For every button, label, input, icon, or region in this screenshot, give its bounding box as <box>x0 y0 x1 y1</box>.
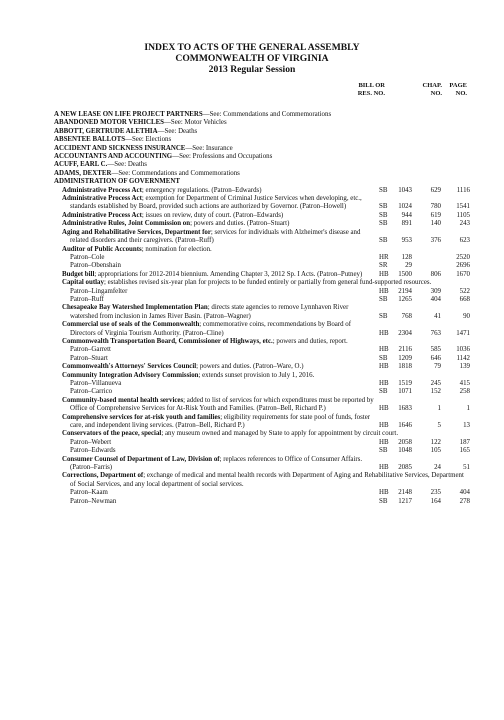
page-number: 139 <box>459 363 470 371</box>
bill-number: 1265 <box>398 295 412 303</box>
entry-description: ; powers and duties. (Patron–Ware, O.) <box>196 363 304 371</box>
heading-term: ACUFF, EARL C. <box>54 161 108 169</box>
entry-text <box>62 372 470 380</box>
chamber: HB <box>379 438 389 446</box>
column-header-bill: BILL OR RES. NO. <box>357 82 385 97</box>
patron-line <box>54 388 470 396</box>
chapter-number: 122 <box>430 438 441 446</box>
chapter-number: 763 <box>430 329 441 337</box>
index-entry <box>54 338 470 346</box>
heading-reference: —See: Deaths <box>107 161 147 169</box>
entry-description: ; powers and duties, report. <box>272 337 348 345</box>
page-number: 258 <box>459 388 470 396</box>
entry-text <box>62 430 470 438</box>
entry-subject: Comprehensive services for at-risk youth and families <box>62 413 221 421</box>
entry-text <box>70 489 377 497</box>
page-number: 2696 <box>456 262 470 270</box>
heading-reference: —See: Deaths <box>157 127 198 135</box>
entry-text <box>62 304 377 321</box>
page-number: 278 <box>459 497 470 505</box>
entry-description: ; eligibility requirements for state pool of funds, foster care, and independent living services. (Patron–Bell, Richard P.) <box>70 413 371 430</box>
bill-number: 2058 <box>398 438 412 446</box>
index-heading <box>54 153 470 161</box>
entry-numbers <box>377 464 470 472</box>
entry-text <box>70 388 377 396</box>
entry-text <box>62 229 377 246</box>
index-heading <box>54 161 470 169</box>
index-entry <box>54 397 470 414</box>
index-entry <box>54 187 470 195</box>
chamber: HB <box>379 270 389 278</box>
index-entry <box>54 246 470 254</box>
patron-line <box>54 296 470 304</box>
entry-subject: Administrative Rules, Joint Commission on <box>62 220 191 228</box>
entry-numbers <box>377 212 470 220</box>
chamber: HB <box>379 489 389 497</box>
heading-reference: —See: Commendations and Commemorations <box>111 169 240 177</box>
index-heading <box>54 136 470 144</box>
entry-text <box>62 187 377 195</box>
chapter-number: 245 <box>430 380 441 387</box>
page-number: 1105 <box>456 211 470 219</box>
entry-numbers <box>377 288 470 296</box>
entry-description: Patron–Newman <box>70 497 117 505</box>
entry-text <box>70 346 377 354</box>
bill-number: 29 <box>405 262 412 270</box>
entry-description: ; replaces references to Office of Consumer Affairs. (Patron–Farris) <box>70 455 363 472</box>
entry-description: Patron–Kaam <box>70 489 108 497</box>
entry-subject: Budget bill <box>62 270 95 278</box>
index-entry <box>54 220 470 228</box>
page-number: 1670 <box>456 270 470 278</box>
index-heading <box>54 145 470 153</box>
chamber: SR <box>379 262 388 270</box>
index-heading <box>54 128 470 136</box>
heading-term: ACCOUNTANTS AND ACCOUNTING <box>54 153 173 161</box>
page-number: 165 <box>459 447 470 455</box>
entry-numbers <box>377 447 470 455</box>
entry-subject: Conservators of the peace, special <box>62 430 162 438</box>
index-entries <box>54 111 470 506</box>
page-number: 90 <box>463 312 470 320</box>
entry-numbers <box>377 237 470 245</box>
page-number: 522 <box>459 287 470 295</box>
bill-number: 944 <box>401 211 412 219</box>
entry-subject: Aging and Rehabilitative Services, Department for <box>62 228 211 236</box>
entry-description: ; establishes revised six-year plan for projects to be funded entirely or partially from general fund-supported resources. <box>103 279 432 287</box>
entry-numbers <box>377 187 470 195</box>
entry-description: Patron–Carrico <box>70 388 113 396</box>
chamber: HB <box>379 464 389 472</box>
heading-term: ABSENTEE BALLOTS <box>54 136 126 144</box>
page-number: 51 <box>463 464 470 472</box>
entry-text <box>62 195 377 212</box>
title-line-2: COMMONWEALTH OF VIRGINIA <box>175 53 329 64</box>
heading-reference: —See: Insurance <box>185 144 233 152</box>
entry-text <box>70 498 377 506</box>
index-entry <box>54 304 470 321</box>
entry-numbers <box>377 262 470 270</box>
index-heading <box>54 119 470 127</box>
chamber: SB <box>379 220 388 228</box>
page-number: 1471 <box>456 329 470 337</box>
entry-numbers <box>377 254 470 262</box>
index-entry <box>54 414 470 431</box>
index-heading <box>54 111 470 119</box>
entry-numbers <box>377 346 470 354</box>
page-number: 404 <box>459 489 470 497</box>
patron-line <box>54 447 470 455</box>
chapter-number: 1 <box>437 405 441 413</box>
entry-subject: Community-based mental health services <box>62 396 184 404</box>
entry-subject: Commercial use of seals of the Commonwealth <box>62 321 200 329</box>
chamber: HB <box>379 329 389 337</box>
column-header-page: PAGE NO. <box>449 82 467 97</box>
heading-reference: —See: Motor Vehicles <box>164 119 227 127</box>
entry-numbers <box>377 271 470 279</box>
page-number: 1 <box>466 405 470 413</box>
chamber: HB <box>379 380 389 387</box>
page-number: 243 <box>459 220 470 228</box>
bill-number: 2148 <box>398 489 412 497</box>
chamber: SB <box>379 186 388 194</box>
entry-description: Patron–Garrett <box>70 346 111 354</box>
chamber: HB <box>379 363 389 371</box>
chapter-number: 41 <box>434 312 441 320</box>
chapter-number: 376 <box>430 237 441 245</box>
entry-subject: Administrative Process Act <box>62 211 142 219</box>
bill-number: 891 <box>401 220 412 228</box>
patron-line <box>54 489 470 497</box>
entry-subject: Capital outlay <box>62 279 104 287</box>
entry-numbers <box>377 422 470 430</box>
bill-number: 128 <box>401 253 412 261</box>
page-number: 623 <box>459 237 470 245</box>
bill-number: 953 <box>401 237 412 245</box>
chapter-number: 5 <box>437 422 441 430</box>
chapter-number: 164 <box>430 497 441 505</box>
bill-number: 768 <box>401 312 412 320</box>
chamber: SB <box>379 295 388 303</box>
index-entry <box>54 472 470 489</box>
index-entry <box>54 430 470 438</box>
index-entry <box>54 279 470 287</box>
entry-subject: Auditor of Public Accounts <box>62 245 142 253</box>
entry-numbers <box>377 203 470 211</box>
entry-subject: Consumer Counsel of Department of Law, Division of <box>62 455 220 463</box>
entry-subject: Administrative Process Act <box>62 186 142 194</box>
chapter-number: 235 <box>430 489 441 497</box>
index-entry <box>54 321 470 338</box>
index-entry <box>54 271 470 279</box>
chamber: HB <box>379 346 389 354</box>
index-entry <box>54 363 470 371</box>
entry-text <box>70 254 377 262</box>
entry-text <box>70 296 377 304</box>
bill-number: 1048 <box>398 447 412 455</box>
chamber: HB <box>379 287 389 295</box>
entry-subject: Commonwealth Transportation Board, Commissioner of Highways, etc. <box>62 337 273 345</box>
entry-subject: Commonwealth's Attorneys' Services Council <box>62 363 197 371</box>
bill-number: 1024 <box>398 203 412 211</box>
entry-description: Patron–Lingamfelter <box>70 287 128 295</box>
entry-description: Patron–Webert <box>70 438 112 446</box>
entry-text <box>62 456 377 473</box>
chamber: SB <box>379 447 388 455</box>
heading-reference: —See: Elections <box>125 136 172 144</box>
chapter-number: 404 <box>430 295 441 303</box>
entry-numbers <box>377 355 470 363</box>
chapter-number: 585 <box>430 346 441 354</box>
heading-term: ACCIDENT AND SICKNESS INSURANCE <box>54 144 186 152</box>
chamber: HR <box>379 253 389 261</box>
index-entry <box>54 212 470 220</box>
entry-text <box>62 363 377 371</box>
patron-line <box>54 498 470 506</box>
index-entry <box>54 195 470 212</box>
chapter-number: 140 <box>430 220 441 228</box>
chapter-number <box>412 262 441 270</box>
entry-text <box>62 246 470 254</box>
chamber: SB <box>379 497 388 505</box>
chapter-number: 629 <box>430 186 441 194</box>
heading-reference: —See: Commendations and Commemorations <box>202 111 332 118</box>
bill-number: 1500 <box>398 270 412 278</box>
entry-numbers <box>377 380 470 388</box>
entry-text <box>70 262 377 270</box>
patron-line <box>54 254 470 262</box>
page-number: 2520 <box>456 253 470 261</box>
entry-description: Patron–Villanueva <box>70 380 122 387</box>
entry-description: Patron–Cole <box>70 253 105 261</box>
bill-number: 1646 <box>398 422 412 430</box>
page-number: 1116 <box>456 186 470 194</box>
bill-number: 2304 <box>398 329 412 337</box>
entry-description: ; emergency regulations. (Patron–Edwards) <box>141 186 262 194</box>
chapter-number: 309 <box>430 287 441 295</box>
entry-description: Patron–Ruff <box>70 295 104 303</box>
page-number: 1541 <box>456 203 470 211</box>
chamber: SB <box>379 388 388 396</box>
entry-numbers <box>377 489 470 497</box>
entry-description: ; nomination for election. <box>141 245 212 253</box>
heading-term: ABANDONED MOTOR VEHICLES <box>54 119 165 127</box>
chamber: HB <box>379 405 389 413</box>
chapter-number: 24 <box>434 464 441 472</box>
entry-subject: Administrative Process Act <box>62 195 142 203</box>
entry-subject: Chesapeake Bay Watershed Implementation Plan <box>62 304 208 312</box>
entry-text <box>62 338 470 346</box>
entry-description: ; appropriations for 2012-2014 biennium. Amending Chapter 3, 2012 Sp. I Acts. (Patron–Putney) <box>94 270 363 278</box>
page-number: 1036 <box>456 346 470 354</box>
entry-description: Patron–Obenshain <box>70 262 121 270</box>
heading-term: ADMINISTRATION OF GOVERNMENT <box>54 178 180 186</box>
heading-term: ABBOTT, GERTRUDE ALETHIA <box>54 127 158 135</box>
entry-text <box>62 321 377 338</box>
entry-text <box>62 212 377 220</box>
entry-numbers <box>377 405 470 413</box>
entry-description: ; issues on review, duty of court. (Patron–Edwards) <box>141 211 284 219</box>
page-number: 187 <box>459 438 470 446</box>
entry-numbers <box>377 498 470 506</box>
patron-line <box>54 439 470 447</box>
column-header-chap: CHAP. NO. <box>422 82 442 97</box>
entry-text <box>70 355 377 363</box>
heading-reference: —See: Professions and Occupations <box>172 153 273 161</box>
page-number: 668 <box>459 295 470 303</box>
chamber: HB <box>379 422 389 430</box>
entry-text <box>62 397 377 414</box>
entry-text <box>70 439 377 447</box>
title-line-1: INDEX TO ACTS OF THE GENERAL ASSEMBLY <box>144 42 360 53</box>
entry-subject: Community Integration Advisory Commission <box>62 371 199 379</box>
entry-description: ; any museum owned and managed by State to apply for appointment by circuit court. <box>161 430 399 438</box>
entry-description: ; extends sunset provision to July 1, 2016. <box>198 371 315 379</box>
bill-number: 1043 <box>398 186 412 194</box>
bill-number: 1071 <box>398 388 412 396</box>
entry-text <box>62 414 377 431</box>
entry-description: ; directs state agencies to remove Lynnhaven River watershed from inclusion in James River Basin. (Patron–Wagner) <box>70 304 349 320</box>
entry-numbers <box>377 296 470 304</box>
page-title <box>0 42 504 75</box>
patron-line <box>54 346 470 354</box>
page-number: 1142 <box>456 354 470 362</box>
entry-text <box>70 288 377 296</box>
bill-number: 1683 <box>398 405 412 413</box>
entry-description: ; commemorative coins, recommendations by Board of Directors of Virginia Tourism Authority. (Patron–Cline) <box>70 321 352 337</box>
heading-term: A NEW LEASE ON LIFE PROJECT PARTNERS <box>54 111 203 118</box>
entry-text <box>62 220 377 228</box>
bill-number: 2085 <box>398 464 412 472</box>
entry-text <box>62 472 470 489</box>
entry-numbers <box>377 330 470 338</box>
bill-number: 1209 <box>398 354 412 362</box>
entry-description: ; powers and duties. (Patron–Stuart) <box>190 220 290 228</box>
chamber: SB <box>379 312 388 320</box>
bill-number: 2194 <box>398 287 412 295</box>
entry-text <box>62 279 470 287</box>
patron-line <box>54 262 470 270</box>
entry-numbers <box>377 313 470 321</box>
patron-line <box>54 380 470 388</box>
chapter-number: 79 <box>434 363 441 371</box>
entry-description: ; services for individuals with Alzheimer's disease and related disorders and their caregivers. (Patron–Ruff) <box>70 228 361 245</box>
entry-description: ; exchange of medical and mental health records with Department of Aging and Rehabilitative Services, Department of Social Services, and any local department of social services. <box>70 472 464 488</box>
page-number: 13 <box>463 422 470 430</box>
entry-description: Patron–Edwards <box>70 447 116 455</box>
title-line-3: 2013 Regular Session <box>208 64 296 75</box>
chapter-number: 105 <box>430 447 441 455</box>
entry-description: Patron–Stuart <box>70 354 108 362</box>
entry-description: ; exemption for Department of Criminal Justice Services when developing, etc., standards established by Board, provided such actions are authorized by Governor. (Patron–Howell) <box>70 195 362 211</box>
bill-number: 1217 <box>398 497 412 505</box>
entry-text <box>62 271 377 279</box>
patron-line <box>54 288 470 296</box>
chamber: SB <box>379 354 388 362</box>
bill-number: 2116 <box>398 346 412 354</box>
chapter-number: 780 <box>430 203 441 211</box>
page-number: 415 <box>459 380 470 387</box>
index-entry <box>54 372 470 380</box>
index-heading <box>54 170 470 178</box>
entry-numbers <box>377 220 470 228</box>
entry-numbers <box>377 388 470 396</box>
entry-numbers <box>377 439 470 447</box>
index-entry <box>54 456 470 473</box>
bill-number: 1818 <box>398 363 412 371</box>
patron-line <box>54 355 470 363</box>
heading-term: ADAMS, DEXTER <box>54 169 112 177</box>
chapter-number: 646 <box>430 354 441 362</box>
chapter-number <box>412 254 441 262</box>
entry-subject: Corrections, Department of <box>62 472 144 480</box>
chapter-number: 619 <box>430 211 441 219</box>
entry-text <box>70 380 377 388</box>
index-heading <box>54 178 470 186</box>
chapter-number: 152 <box>430 388 441 396</box>
chapter-number: 806 <box>430 270 441 278</box>
entry-numbers <box>377 363 470 371</box>
chamber: SB <box>379 211 388 219</box>
chamber: SB <box>379 237 388 245</box>
index-entry <box>54 229 470 246</box>
entry-text <box>70 447 377 455</box>
bill-number: 1519 <box>398 380 412 387</box>
entry-description: ; added to list of services for which expenditures must be reported by Office of Comprehensive Services for At-Risk Youth and Families. (Patron–Bell, Richard P.) <box>70 396 374 413</box>
chamber: SB <box>379 203 388 211</box>
